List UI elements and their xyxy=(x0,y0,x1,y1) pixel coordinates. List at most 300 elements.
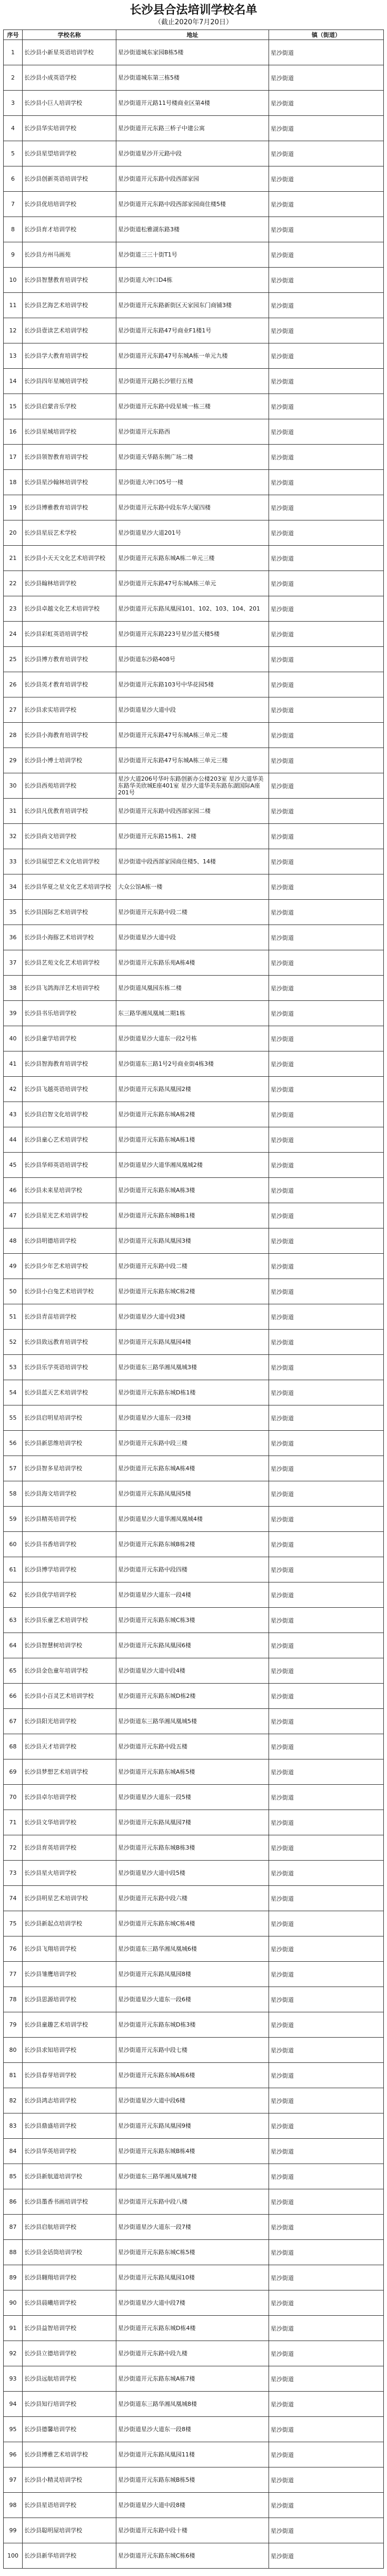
school-address: 星沙街道开元东路103号中华花园5楼 xyxy=(116,672,269,697)
row-index: 7 xyxy=(4,192,23,217)
school-town: 星沙街道 xyxy=(269,2417,384,2442)
school-name: 长沙县书乐培训学校 xyxy=(23,1001,116,1026)
school-town: 星沙街道 xyxy=(269,2493,384,2518)
school-address: 星沙街道开元东路凤凰园2楼 xyxy=(116,1077,269,1102)
school-name: 长沙县阳光培训学校 xyxy=(23,1709,116,1734)
school-name: 长沙县益智培训学校 xyxy=(23,2316,116,2341)
table-row xyxy=(4,1658,384,1684)
schools-table xyxy=(3,30,384,2569)
row-index: 2 xyxy=(4,65,23,91)
school-address: 星沙街道开元东路中段九楼 xyxy=(116,2341,269,2366)
school-name: 长沙县华英培训学校 xyxy=(23,2139,116,2164)
school-name: 长沙县小巨人培训学校 xyxy=(23,91,116,116)
row-index: 68 xyxy=(4,1734,23,1759)
school-town: 星沙街道 xyxy=(269,672,384,697)
table-row xyxy=(4,1987,384,2012)
school-name: 长沙县星望培训学校 xyxy=(23,141,116,166)
school-name: 长沙县飞鸽海洋艺术培训学校 xyxy=(23,976,116,1001)
row-index: 16 xyxy=(4,419,23,445)
row-index: 80 xyxy=(4,2038,23,2063)
school-address: 星沙街道开元东路凤凰园6楼 xyxy=(116,1633,269,1658)
school-name: 长沙县鼎盛培训学校 xyxy=(23,2113,116,2139)
school-address: 星沙街道星沙开元路中段 xyxy=(116,141,269,166)
table-row xyxy=(4,1810,384,1835)
school-town: 星沙街道 xyxy=(269,40,384,65)
table-row xyxy=(4,91,384,116)
school-town: 星沙街道 xyxy=(269,470,384,495)
school-name: 长沙县彩虹英语培训学校 xyxy=(23,622,116,647)
school-town: 星沙街道 xyxy=(269,1507,384,1532)
school-town: 星沙街道 xyxy=(269,647,384,672)
document-subtitle: （截止2020年7月20日） xyxy=(154,18,233,26)
table-row xyxy=(4,748,384,773)
school-town: 星沙街道 xyxy=(269,116,384,141)
row-index: 61 xyxy=(4,1557,23,1582)
school-town: 星沙街道 xyxy=(269,1759,384,1785)
row-index: 12 xyxy=(4,318,23,343)
table-row xyxy=(4,419,384,445)
table-row xyxy=(4,723,384,748)
school-name: 长沙县尚文培训学校 xyxy=(23,824,116,849)
school-name: 长沙县育才培训学校 xyxy=(23,217,116,242)
school-name: 长沙县明星艺术培训学校 xyxy=(23,1886,116,1911)
table-row xyxy=(4,1962,384,1987)
school-name: 长沙县博雅教育培训学校 xyxy=(23,495,116,520)
row-index: 86 xyxy=(4,2189,23,2215)
school-address: 星沙街道东三路华湘凤凰城7楼 xyxy=(116,2164,269,2189)
school-name: 长沙县优培培训学校 xyxy=(23,192,116,217)
school-town: 星沙街道 xyxy=(269,394,384,419)
row-index: 45 xyxy=(4,1153,23,1178)
school-town: 星沙街道 xyxy=(269,1481,384,1507)
table-row xyxy=(4,1254,384,1279)
row-index: 31 xyxy=(4,799,23,824)
table-row xyxy=(4,1001,384,1026)
school-name: 长沙县西苑培训学校 xyxy=(23,773,116,799)
table-row xyxy=(4,2341,384,2366)
school-address: 星沙街道开元东路东城C栋3楼 xyxy=(116,1608,269,1633)
school-name: 长沙县华夏之星文化艺术培训学校 xyxy=(23,874,116,900)
table-row xyxy=(4,1051,384,1077)
table-row xyxy=(4,65,384,91)
table-row xyxy=(4,1936,384,1962)
school-name: 长沙县未来星培训学校 xyxy=(23,1178,116,1203)
school-address: 星沙街道东三路华湘凤凰城5楼 xyxy=(116,1709,269,1734)
school-address: 星沙街道开元东路东城D栋4楼 xyxy=(116,2316,269,2341)
school-address: 星沙街道凤凰园东栋二楼 xyxy=(116,976,269,1001)
school-address: 星沙街道大冲口05号一楼 xyxy=(116,470,269,495)
row-index: 62 xyxy=(4,1582,23,1608)
school-name: 长沙县凡优教育培训学校 xyxy=(23,799,116,824)
row-index: 94 xyxy=(4,2392,23,2417)
school-town: 星沙街道 xyxy=(269,1911,384,1936)
school-town: 星沙街道 xyxy=(269,976,384,1001)
school-address: 星沙街道星沙大道中段4楼 xyxy=(116,1658,269,1684)
school-town: 星沙街道 xyxy=(269,1127,384,1153)
school-town: 星沙街道 xyxy=(269,874,384,900)
school-address: 星沙街道开元东路中段八楼 xyxy=(116,2189,269,2215)
row-index: 90 xyxy=(4,2290,23,2316)
school-town: 星沙街道 xyxy=(269,1456,384,1481)
row-index: 78 xyxy=(4,1987,23,2012)
school-address: 星沙街道开元东路乐苑A栋4楼 xyxy=(116,950,269,976)
row-index: 22 xyxy=(4,571,23,596)
school-name: 长沙县华实培训学校 xyxy=(23,116,116,141)
school-town: 星沙街道 xyxy=(269,1582,384,1608)
school-town: 星沙街道 xyxy=(269,318,384,343)
school-address: 星沙街道开元东路15栋1、2楼 xyxy=(116,824,269,849)
row-index: 42 xyxy=(4,1077,23,1102)
row-index: 23 xyxy=(4,596,23,622)
school-town: 星沙街道 xyxy=(269,2442,384,2467)
school-address: 星沙街道天华路东侧广场二楼 xyxy=(116,445,269,470)
row-index: 60 xyxy=(4,1532,23,1557)
table-row xyxy=(4,445,384,470)
school-town: 星沙街道 xyxy=(269,1330,384,1355)
school-name: 长沙县春芽培训学校 xyxy=(23,2063,116,2088)
table-row xyxy=(4,394,384,419)
table-row xyxy=(4,2467,384,2493)
header-school-name: 学校名称 xyxy=(23,30,116,40)
school-address: 星沙街道星沙大道中段3楼 xyxy=(116,1304,269,1330)
school-town: 星沙街道 xyxy=(269,1936,384,1962)
row-index: 87 xyxy=(4,2215,23,2240)
school-address: 星沙街道开元东路东城B栋2楼 xyxy=(116,1532,269,1557)
table-row xyxy=(4,1431,384,1456)
row-index: 85 xyxy=(4,2164,23,2189)
school-address: 星沙街道星沙大道东一段5楼 xyxy=(116,1785,269,1810)
table-row xyxy=(4,1279,384,1304)
school-address: 星沙街道松雅湖东路3楼 xyxy=(116,217,269,242)
school-town: 星沙街道 xyxy=(269,1001,384,1026)
school-address: 星沙街道开元东路凤凰园4楼 xyxy=(116,1330,269,1355)
school-address: 星沙街道开元东路东城A栋6楼 xyxy=(116,2063,269,2088)
school-town: 星沙街道 xyxy=(269,596,384,622)
school-name: 长沙县育英培训学校 xyxy=(23,1835,116,1861)
school-address: 星沙街道星沙大道201号 xyxy=(116,520,269,546)
school-address: 星沙街道开元东路凤凰园101、102、103、104、201 xyxy=(116,596,269,622)
table-row xyxy=(4,318,384,343)
table-header-row xyxy=(4,30,384,40)
school-address: 星沙街道东三路华湘凤凰城3楼 xyxy=(116,1355,269,1380)
school-name: 长沙县翰林培训学校 xyxy=(23,571,116,596)
table-row xyxy=(4,2442,384,2467)
school-town: 星沙街道 xyxy=(269,1886,384,1911)
school-town: 星沙街道 xyxy=(269,217,384,242)
school-address: 大众公馆A栋一楼 xyxy=(116,874,269,900)
school-address: 星沙街道东三路1号2号商业街4栋3楼 xyxy=(116,1051,269,1077)
school-name: 长沙县启航培训学校 xyxy=(23,2215,116,2240)
school-address: 星沙街道开元东路中段西部家园 xyxy=(116,166,269,192)
table-row xyxy=(4,571,384,596)
row-index: 9 xyxy=(4,242,23,268)
table-row xyxy=(4,1532,384,1557)
table-row xyxy=(4,1077,384,1102)
table-row xyxy=(4,874,384,900)
school-town: 星沙街道 xyxy=(269,242,384,268)
row-index: 57 xyxy=(4,1456,23,1481)
school-town: 星沙街道 xyxy=(269,419,384,445)
table-row xyxy=(4,799,384,824)
table-row xyxy=(4,1355,384,1380)
school-name: 长沙县海文培训学校 xyxy=(23,1481,116,1507)
school-name: 长沙县书香培训学校 xyxy=(23,1532,116,1557)
row-index: 21 xyxy=(4,546,23,571)
school-town: 星沙街道 xyxy=(269,2139,384,2164)
table-row xyxy=(4,1127,384,1153)
school-name: 长沙县远航培训学校 xyxy=(23,2366,116,2392)
school-town: 星沙街道 xyxy=(269,1987,384,2012)
row-index: 88 xyxy=(4,2240,23,2265)
row-index: 13 xyxy=(4,343,23,369)
school-town: 星沙街道 xyxy=(269,697,384,723)
school-town: 星沙街道 xyxy=(269,293,384,318)
school-town: 星沙街道 xyxy=(269,1203,384,1228)
table-row xyxy=(4,697,384,723)
row-index: 29 xyxy=(4,748,23,773)
school-address: 星沙街道东三路华湘凤凰城8楼 xyxy=(116,2392,269,2417)
table-row xyxy=(4,217,384,242)
school-address: 星沙街道开元路长沙银行五楼 xyxy=(116,369,269,394)
table-row xyxy=(4,925,384,950)
school-name: 长沙县卓越文化艺术培训学校 xyxy=(23,596,116,622)
table-row xyxy=(4,2164,384,2189)
row-index: 52 xyxy=(4,1330,23,1355)
school-town: 星沙街道 xyxy=(269,1228,384,1254)
school-name: 长沙县小博士培训学校 xyxy=(23,748,116,773)
table-row xyxy=(4,900,384,925)
school-name: 长沙县艺苑文化艺术培训学校 xyxy=(23,950,116,976)
row-index: 4 xyxy=(4,116,23,141)
school-address: 星沙街道开元东路47号商业F1楼1号 xyxy=(116,318,269,343)
table-row xyxy=(4,2215,384,2240)
school-address: 星沙街道开元东路东城C栋6楼 xyxy=(116,2543,269,2569)
document-title: 长沙县合法培训学校名单 xyxy=(130,4,257,17)
school-town: 星沙街道 xyxy=(269,2316,384,2341)
row-index: 6 xyxy=(4,166,23,192)
school-address: 星沙街道开元东路凤凰园3楼 xyxy=(116,1228,269,1254)
school-town: 星沙街道 xyxy=(269,1026,384,1051)
row-index: 55 xyxy=(4,1405,23,1431)
school-town: 星沙街道 xyxy=(269,900,384,925)
school-address: 星沙街道开元东路凤凰园10楼 xyxy=(116,2265,269,2290)
school-name: 长沙县新思维培训学校 xyxy=(23,1431,116,1456)
school-name: 长沙县墨香书画培训学校 xyxy=(23,2189,116,2215)
school-town: 星沙街道 xyxy=(269,1380,384,1405)
row-index: 25 xyxy=(4,647,23,672)
school-address: 星沙街道开元东路东城A栋3楼 xyxy=(116,1178,269,1203)
school-town: 星沙街道 xyxy=(269,1608,384,1633)
table-row xyxy=(4,2113,384,2139)
table-row xyxy=(4,1102,384,1127)
row-index: 44 xyxy=(4,1127,23,1153)
school-address: 星沙街道开元东路中段七楼 xyxy=(116,2038,269,2063)
school-town: 星沙街道 xyxy=(269,1633,384,1658)
table-row xyxy=(4,40,384,65)
school-name: 长沙县金色童年培训学校 xyxy=(23,1658,116,1684)
row-index: 51 xyxy=(4,1304,23,1330)
school-town: 星沙街道 xyxy=(269,2063,384,2088)
school-address: 星沙街道开元东路新街区天家园东门商铺3楼 xyxy=(116,293,269,318)
school-address: 星沙街道开元东路中段五楼 xyxy=(116,1734,269,1759)
school-town: 星沙街道 xyxy=(269,1557,384,1582)
school-name: 长沙县华师英语培训学校 xyxy=(23,1153,116,1178)
school-name: 长沙县艺海艺术培训学校 xyxy=(23,293,116,318)
table-row xyxy=(4,1304,384,1330)
school-name: 长沙县小成英语学校 xyxy=(23,65,116,91)
school-town: 星沙街道 xyxy=(269,849,384,874)
school-address: 星沙街道开元路11号楼商业区第4楼 xyxy=(116,91,269,116)
school-name: 长沙县学大教育培训学校 xyxy=(23,343,116,369)
school-name: 长沙县星火培训学校 xyxy=(23,1861,116,1886)
table-row xyxy=(4,470,384,495)
school-name: 长沙县星光艺术培训学校 xyxy=(23,1203,116,1228)
school-town: 星沙街道 xyxy=(269,141,384,166)
school-town: 星沙街道 xyxy=(269,622,384,647)
school-town: 星沙街道 xyxy=(269,1304,384,1330)
table-row xyxy=(4,596,384,622)
row-index: 39 xyxy=(4,1001,23,1026)
row-index: 72 xyxy=(4,1835,23,1861)
school-town: 星沙街道 xyxy=(269,166,384,192)
row-index: 59 xyxy=(4,1507,23,1532)
school-town: 星沙街道 xyxy=(269,2366,384,2392)
school-address: 星沙街道开元东路东城B栋3楼 xyxy=(116,1835,269,1861)
school-name: 长沙县星语培训学校 xyxy=(23,2493,116,2518)
table-row xyxy=(4,2265,384,2290)
school-name: 长沙县领智教育培训学校 xyxy=(23,445,116,470)
school-town: 星沙街道 xyxy=(269,65,384,91)
school-address: 星沙街道开元东路东城B栋5楼 xyxy=(116,2467,269,2493)
school-address: 星沙街道开元东路东城A栋7楼 xyxy=(116,2366,269,2392)
table-row xyxy=(4,849,384,874)
school-address: 星沙街道星沙大道中段 xyxy=(116,697,269,723)
school-town: 星沙街道 xyxy=(269,1051,384,1077)
table-row xyxy=(4,672,384,697)
school-name: 长沙县聪明屋培训学校 xyxy=(23,2518,116,2543)
row-index: 43 xyxy=(4,1102,23,1127)
row-index: 38 xyxy=(4,976,23,1001)
school-name: 长沙县方州马画苑 xyxy=(23,242,116,268)
school-town: 星沙街道 xyxy=(269,2012,384,2038)
school-town: 星沙街道 xyxy=(269,1709,384,1734)
table-row xyxy=(4,242,384,268)
school-address: 星沙街道开元东路凤凰园9楼 xyxy=(116,2113,269,2139)
row-index: 49 xyxy=(4,1254,23,1279)
table-row xyxy=(4,2189,384,2215)
row-index: 77 xyxy=(4,1962,23,1987)
table-row xyxy=(4,1026,384,1051)
school-name: 长沙县智慧树培训学校 xyxy=(23,1633,116,1658)
school-town: 星沙街道 xyxy=(269,369,384,394)
school-name: 长沙县星沙翰林培训学校 xyxy=(23,470,116,495)
school-town: 星沙街道 xyxy=(269,2543,384,2569)
row-index: 83 xyxy=(4,2113,23,2139)
row-index: 1 xyxy=(4,40,23,65)
school-town: 星沙街道 xyxy=(269,2341,384,2366)
table-row xyxy=(4,1178,384,1203)
school-town: 星沙街道 xyxy=(269,773,384,799)
school-name: 长沙县金话筒培训学校 xyxy=(23,2240,116,2265)
row-index: 36 xyxy=(4,925,23,950)
row-index: 79 xyxy=(4,2012,23,2038)
school-address: 星沙街道开元东路东城B栋1楼 xyxy=(116,1203,269,1228)
school-name: 长沙县启蒙音乐学校 xyxy=(23,394,116,419)
school-name: 长沙县智慧教育培训学校 xyxy=(23,268,116,293)
header-address: 地址 xyxy=(116,30,269,40)
school-town: 星沙街道 xyxy=(269,1405,384,1431)
row-index: 75 xyxy=(4,1911,23,1936)
school-name: 长沙县求知培训学校 xyxy=(23,2038,116,2063)
school-address: 星沙街道星沙大道东一段7楼 xyxy=(116,2215,269,2240)
school-address: 星沙街道开元东路中段十楼 xyxy=(116,2518,269,2543)
table-row xyxy=(4,1557,384,1582)
school-name: 长沙县展望艺术文化培训学校 xyxy=(23,849,116,874)
school-name: 长沙县精英培训学校 xyxy=(23,1507,116,1532)
row-index: 99 xyxy=(4,2518,23,2543)
row-index: 40 xyxy=(4,1026,23,1051)
school-town: 星沙街道 xyxy=(269,950,384,976)
school-name: 长沙县博学培训学校 xyxy=(23,1557,116,1582)
row-index: 73 xyxy=(4,1861,23,1886)
row-index: 27 xyxy=(4,697,23,723)
table-row xyxy=(4,2139,384,2164)
row-index: 32 xyxy=(4,824,23,849)
school-address: 星沙街道星沙大道中段 xyxy=(116,925,269,950)
school-name: 长沙县梦想艺术培训学校 xyxy=(23,1759,116,1785)
school-name: 长沙县少年艺术培训学校 xyxy=(23,1254,116,1279)
school-address: 星沙街道三三十街T1号 xyxy=(116,242,269,268)
table-row xyxy=(4,2316,384,2341)
table-row xyxy=(4,2417,384,2442)
table-row xyxy=(4,1684,384,1709)
row-index: 81 xyxy=(4,2063,23,2088)
table-row xyxy=(4,2290,384,2316)
table-row xyxy=(4,622,384,647)
table-row xyxy=(4,824,384,849)
table-row xyxy=(4,2392,384,2417)
row-index: 100 xyxy=(4,2543,23,2569)
table-row xyxy=(4,1785,384,1810)
school-name: 长沙县文华培训学校 xyxy=(23,1810,116,1835)
school-town: 星沙街道 xyxy=(269,1153,384,1178)
table-row xyxy=(4,1861,384,1886)
school-address: 星沙街道开元东路凤凰园8楼 xyxy=(116,1962,269,1987)
table-row xyxy=(4,1405,384,1431)
table-row xyxy=(4,1456,384,1481)
school-address: 星沙街道开元东路东城A栋二单元三楼 xyxy=(116,546,269,571)
school-town: 星沙街道 xyxy=(269,495,384,520)
row-index: 65 xyxy=(4,1658,23,1684)
school-town: 星沙街道 xyxy=(269,2518,384,2543)
school-name: 长沙县知行培训学校 xyxy=(23,2392,116,2417)
school-address: 星沙街道开元东路47号东城A栋一单元九楼 xyxy=(116,343,269,369)
school-town: 星沙街道 xyxy=(269,1178,384,1203)
table-row xyxy=(4,2543,384,2569)
row-index: 17 xyxy=(4,445,23,470)
table-row xyxy=(4,2038,384,2063)
row-index: 69 xyxy=(4,1759,23,1785)
table-row xyxy=(4,647,384,672)
row-index: 96 xyxy=(4,2442,23,2467)
school-town: 星沙街道 xyxy=(269,268,384,293)
row-index: 24 xyxy=(4,622,23,647)
school-name: 长沙县飞翔培训学校 xyxy=(23,1936,116,1962)
school-name: 长沙县卓尔培训学校 xyxy=(23,1785,116,1810)
school-name: 长沙县鸿志培训学校 xyxy=(23,2088,116,2113)
row-index: 48 xyxy=(4,1228,23,1254)
header-town: 镇（街道） xyxy=(269,30,384,40)
